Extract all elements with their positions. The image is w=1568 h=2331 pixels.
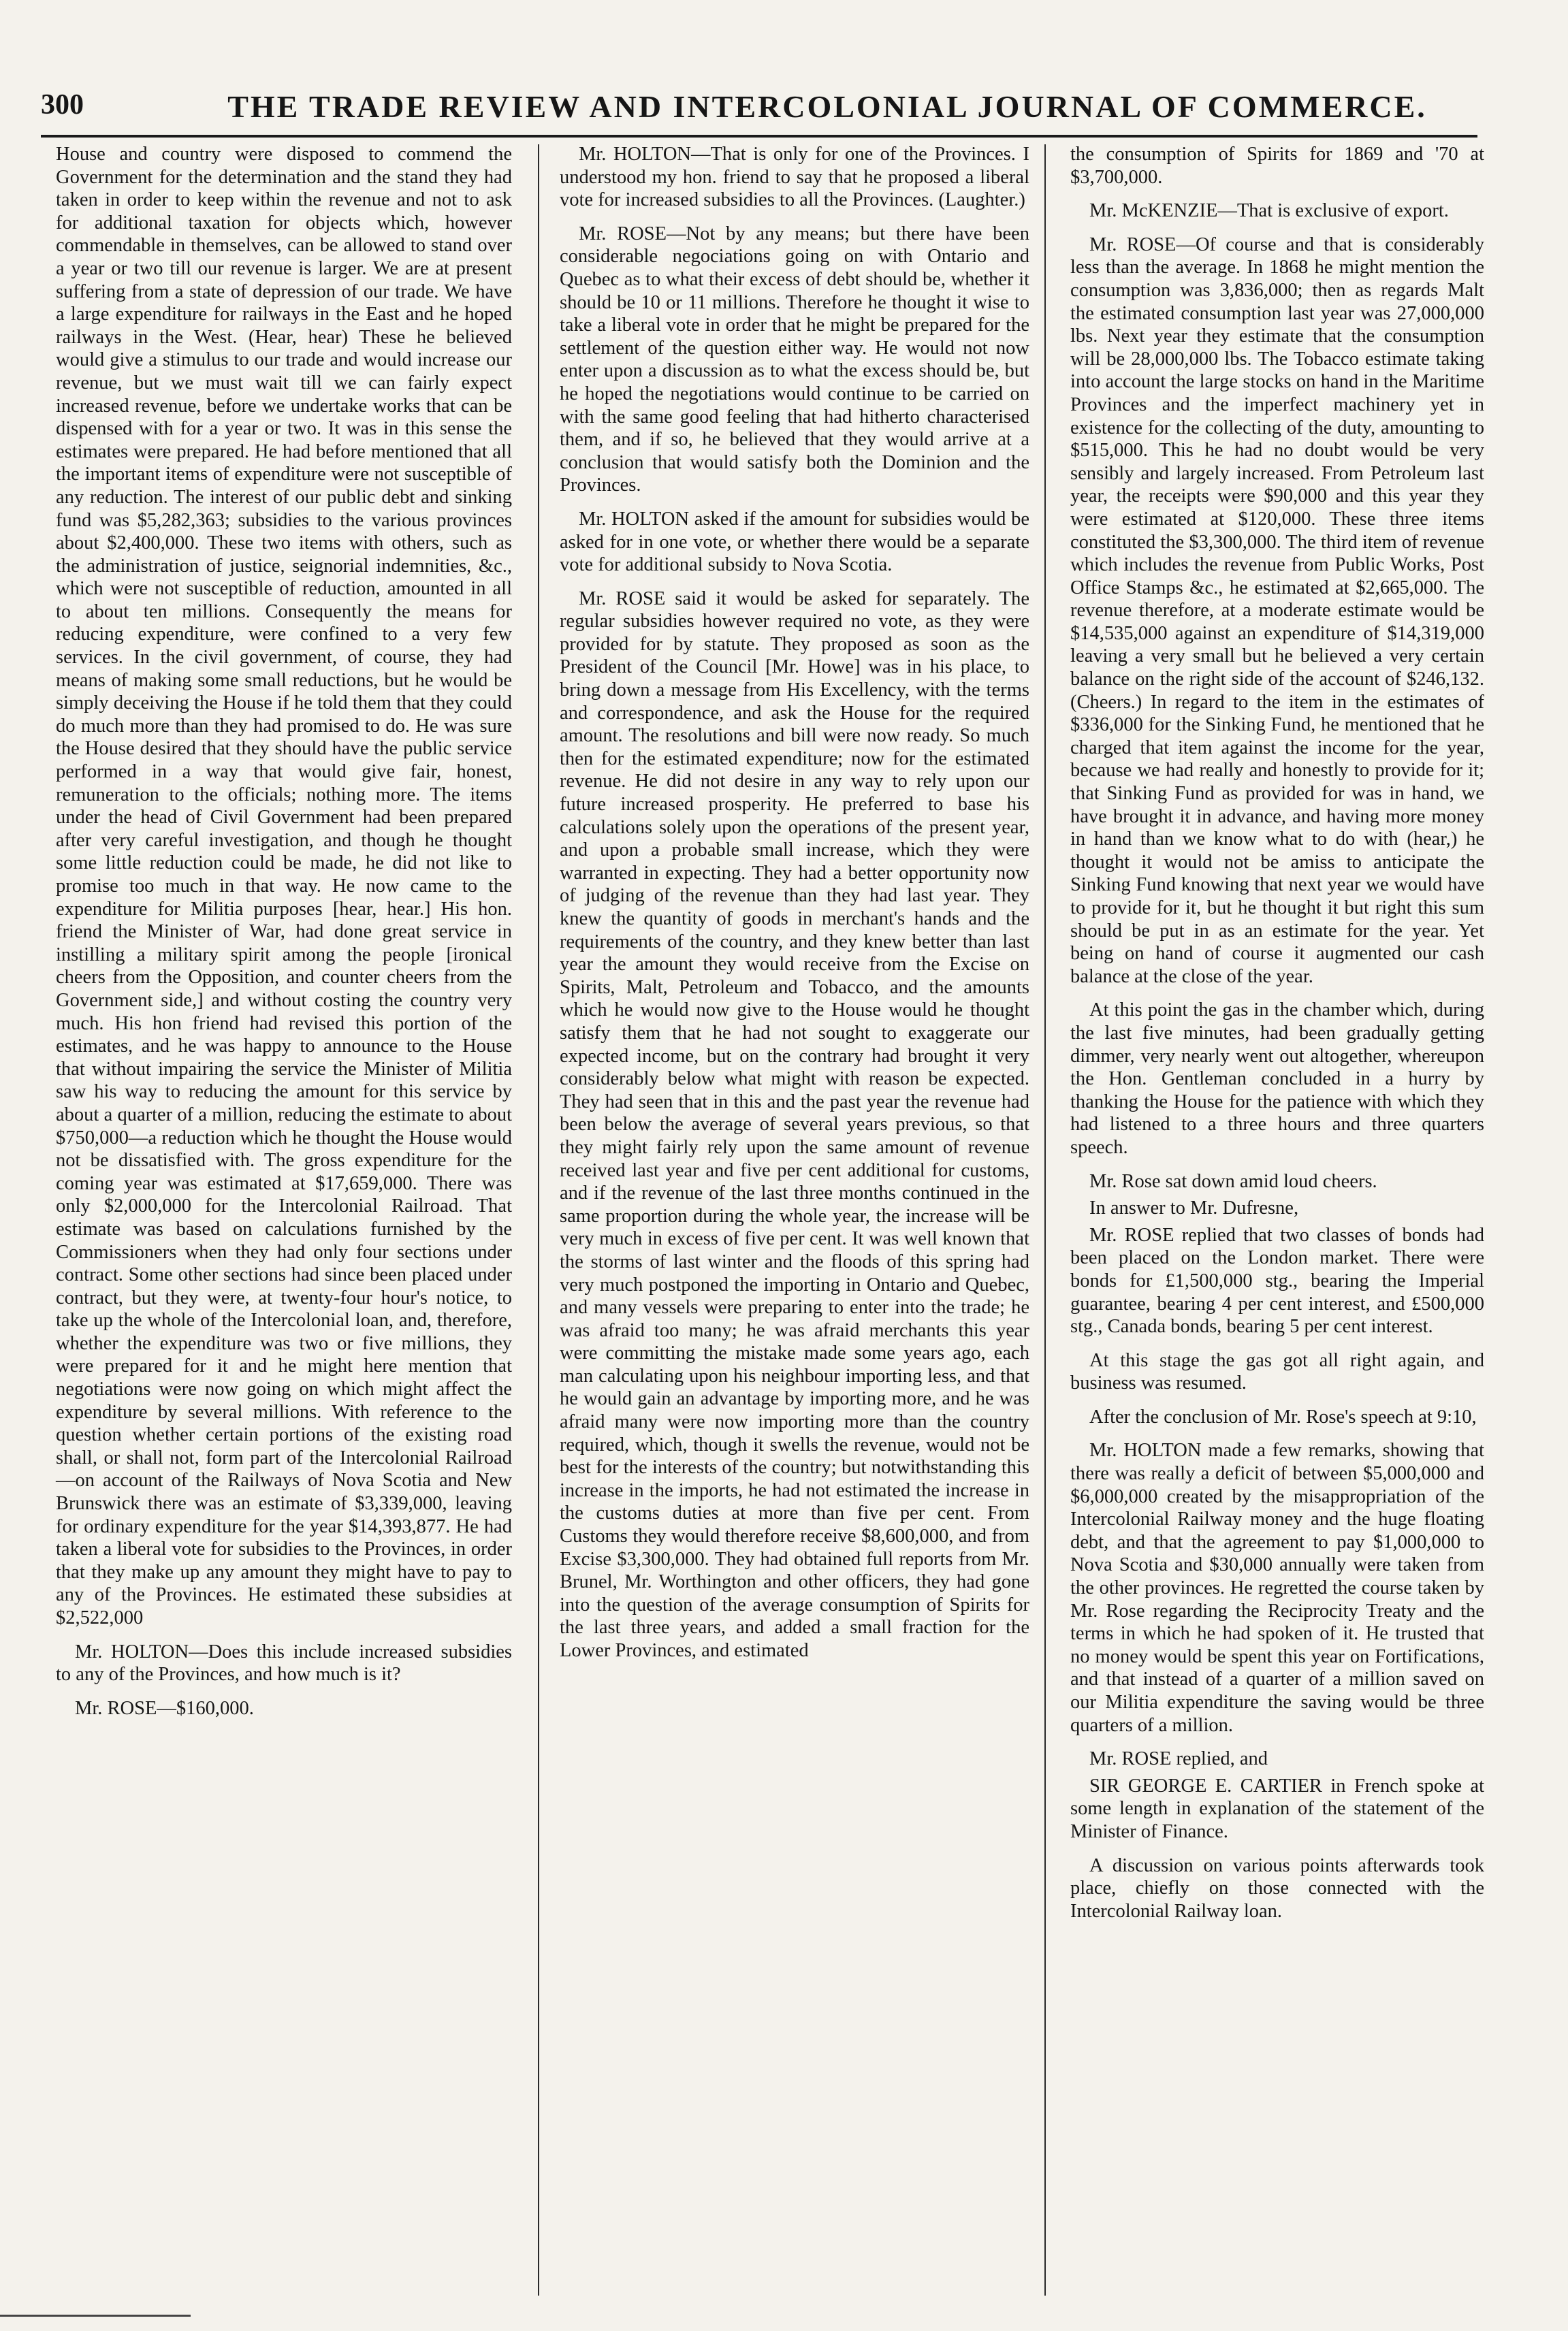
paragraph: Mr. ROSE—Of course and that is considerably less than the average. In 1868 he might mention the consumption was 3,836,000; then as regards Malt the estimated consumption last year was 27,000,000 lbs. Next year they estimate that the consumption will be 28,000,000 lbs. The Tobacco estimate taking into account the large stocks on hand in the Maritime Provinces and the imperfect machinery yet in existence for the collecting of the duty, amounting to $515,000. This he had no doubt would be very sensibly and largely increased. From Petroleum last year, the receipts were $90,000 and this year they were estimated at $120,000. These three items constituted the $3,300,000. The third item of revenue which includes the revenue from Public Works, Post Office Stamps &c., he estimated at $2,665,000. The revenue therefore, at a moderate estimate would be $14,535,000 against an expenditure of $14,319,000 leaving a very small but he believed a very certain balance on the right side of the account of $246,132. (Cheers.) In regard to the item in the estimates of $336,000 for the Sinking Fund, he mentioned that he charged that item against the income for the year, because we had really and honestly to provide for it; that Sinking Fund as provided for was in hand, we have brought it in advance, and having more money in hand than we know what to do with (hear,) he thought it would not be amiss to anticipate the Sinking Fund knowing that next year we would have to provide for it, but he thought it but right this sum should be put in as an estimate for the year. Yet being on hand of course it augmented our cash balance at the close of the year. bbox=[1070, 234, 1484, 987]
page-header bbox=[41, 84, 1477, 133]
page-number: 300 bbox=[41, 89, 84, 120]
paragraph: In answer to Mr. Dufresne, bbox=[1089, 1197, 1299, 1219]
paragraph: A discussion on various points afterwards took place, chiefly on those connected with the Intercolonial Railway loan. bbox=[1070, 1854, 1484, 1922]
paragraph: Mr. ROSE—$160,000. bbox=[75, 1697, 254, 1719]
paragraph: At this stage the gas got all right again, and business was resumed. bbox=[1070, 1349, 1484, 1394]
paragraph: Mr. ROSE said it would be asked for separately. The regular subsidies however required no vote, as they were provided for by statute. They proposed as soon as the President of the Council [Mr. Howe] was in his place, to bring down a message from His Excellency, with the terms and correspondence, and ask the House for the required amount. The resolutions and bill were now ready. So much then for the estimated expenditure; now for the estimated revenue. He did not desire in any way to rely upon our future increased prosperity. He preferred to base his calculations solely upon the operations of the present year, and upon a probable small increase, which they were warranted in expecting. They had a better opportunity now of judging of the revenue than they had last year. They knew the quantity of goods in merchant's hands and the requirements of the country, and they knew better than last year the amount they would receive from the Excise on Spirits, Malt, Petroleum and Tobacco, and the amounts which he would now give to the House would he thought satisfy them that he had not sought to exaggerate our expected income, but on the contrary had brought it very considerably below what might with reason be expected. They had seen that in this and the past year the revenue had been below the average of several years previous, so that they might fairly rely upon the same amount of revenue received last year and five per cent additional for customs, and if the revenue of the last three months continued in the same proportion during the whole year, the increase will be very much in excess of five per cent. It was well known that the storms of last winter and the floods of this spring had very much postponed the importing in Ontario and Quebec, and many vessels were preparing to enter into the trade; he was afraid too many; he was afraid merchants this year were committing the mistake made some years ago, each man calculating upon his neighbour importing less, and that he would gain an advantage by importing more, and he was afraid many were now importing more than the country required, which, though it swells the revenue, would not be best for the interests of the country; but notwithstanding this increase in the imports, he had not estimated the increase in the customs duties at more than five per cent. From Customs they would therefore receive $8,600,000, and from Excise $3,300,000. They had obtained full reports from Mr. Brunel, Mr. Worthington and other officers, they had gone into the question of the average consumption of Spirits for the last three years, and added a small fraction for the Lower Provinces, and estimated bbox=[560, 588, 1029, 1661]
paragraph: House and country were disposed to commend the Government for the determination and the stand they had taken in order to keep within the revenue and not to ask for additional taxation for objects which, however commendable in themselves, can be allowed to stand over a year or two till our revenue is larger. We are at present suffering from a state of depression of our trade. We have a large expenditure for railways in the East and he hoped railways in the West. (Hear, hear) These he believed would give a stimulus to our trade and would increase our revenue, but we must wait till we can fairly expect increased revenue, before we undertake works that can be dispensed with for a year or two. It was in this sense the estimates were prepared. He had before mentioned that all the important items of expenditure were not susceptible of any reduction. The interest of our public debt and sinking fund was $5,282,363; subsidies to the various provinces about $2,400,000. These two items with others, such as the administration of justice, seignorial indemnities, &c., which were not susceptible of reduction, amounted in all to about ten millions. Consequently the means for reducing expenditure, were confined to a very few services. In the civil government, of course, they had means of making some small reductions, but he would be simply deceiving the House if he told them that they could do much more than they had promised to do. He was sure the House desired that they should have the public service performed in a way that would give fair, honest, remuneration to the officials; nothing more. The items under the head of Civil Government had been prepared after very careful investigation, and though he thought some little reduction could be made, he did not like to promise too much in that way. He now came to the expenditure for Militia purposes [hear, hear.] His hon. friend the Minister of War, had done great service in instilling a military spirit among the people [ironical cheers from the Opposition, and counter cheers from the Government side,] and without costing the country very much. His hon friend had revised this portion of the estimates, and he was happy to announce to the House that without impairing the service the Minister of Militia saw his way to reducing the amount for this service by about a quarter of a million, reducing the estimate to about $750,000—a reduction which he thought the House would not be dissatisfied with. The gross expenditure for the coming year was estimated at $17,659,000. There was only $2,000,000 for the Intercolonial Railroad. That estimate was based on calculations furnished by the Commissioners when they had only four sections under contract. Some other sections had since been placed under contract, but they were, at twenty-four hour's notice, to take up the whole of the Intercolonial loan, and, therefore, whether the expenditure was two or five millions, they were prepared for it and he might here mention that negotiations were now going on which might affect the expenditure by several millions. With reference to the question whether certain portions of the existing road shall, or shall not, form part of the Intercolonial Railroad—on account of the Railways of Nova Scotia and New Brunswick there was an estimate of $3,339,000, leaving for ordinary expenditure for the year $14,393,877. He had taken a liberal vote for subsidies to the Provinces, in order that they make up any amount they might have to pay to any of the Provinces. He estimated these subsidies at $2,522,000 bbox=[56, 144, 512, 1628]
paragraph: At this point the gas in the chamber which, during the last five minutes, had been gradually getting dimmer, very nearly went out altogether, whereupon the Hon. Gentleman concluded in a hurry by thanking the House for the patience with which they had listened to a three hours and three quarters speech. bbox=[1070, 999, 1484, 1158]
paragraph: Mr. HOLTON—That is only for one of the Provinces. I understood my hon. friend to say that he proposed a liberal vote for increased subsidies to all the Provinces. (Laughter.) bbox=[560, 144, 1029, 211]
paragraph: Mr. ROSE replied that two classes of bonds had been placed on the London market. There were bonds for £1,500,000 stg., bearing the Imperial guarantee, bearing 4 per cent interest, and £500,000 stg., Canada bonds, bearing 5 per cent interest. bbox=[1070, 1224, 1484, 1338]
journal-title: THE TRADE REVIEW AND INTERCOLONIAL JOURNAL OF COMMERCE. bbox=[227, 89, 1427, 124]
footer-rule bbox=[0, 2315, 191, 2317]
paragraph: SIR GEORGE E. CARTIER in French spoke at some length in explanation of the statement of the Minister of Finance. bbox=[1070, 1775, 1484, 1842]
column-1 bbox=[56, 143, 512, 1731]
column-divider bbox=[538, 144, 539, 2296]
paragraph: After the conclusion of Mr. Rose's speech at 9:10, bbox=[1089, 1406, 1477, 1428]
paragraph: Mr. HOLTON asked if the amount for subsidies would be asked for in one vote, or whether there would be a separate vote for additional subsidy to Nova Scotia. bbox=[560, 508, 1029, 576]
paragraph: the consumption of Spirits for 1869 and '70 at $3,700,000. bbox=[1070, 144, 1484, 188]
paragraph: Mr. McKENZIE—That is exclusive of export. bbox=[1089, 200, 1449, 222]
paragraph: Mr. ROSE—Not by any means; but there have been considerable negociations going on with Ontario and Quebec as to what their excess of debt should be, whether it should be 10 or 11 millions. Therefore he thought it wise to take a liberal vote in order that he might be prepared for the settlement of the question either way. He would not now enter upon a discussion as to what the excess should be, but he hoped the negotiations would continue to be carried on with the same good feeling that had hitherto characterised them, and if so, he believed that they would arrive at a conclusion that would satisfy both the Dominion and the Provinces. bbox=[560, 223, 1029, 496]
paragraph: Mr. HOLTON made a few remarks, showing that there was really a deficit of between $5,000,000 and $6,000,000 created by the misappropriation of the Intercolonial Railway money and the huge floating debt, and that the agreement to pay $1,000,000 to Nova Scotia and $30,000 annually were taken from the other provinces. He regretted the course taken by Mr. Rose regarding the Reciprocity Treaty and the terms in which he had spoken of it. He trusted that no money would be spent this year on Fortifications, and that instead of a quarter of a million saved on our Militia expenditure the saving would be three quarters of a million. bbox=[1070, 1440, 1484, 1736]
paragraph: Mr. HOLTON—Does this include increased subsidies to any of the Provinces, and how much is it? bbox=[56, 1641, 512, 1686]
paragraph: Mr. Rose sat down amid loud cheers. bbox=[1089, 1170, 1377, 1192]
column-3 bbox=[1070, 143, 1484, 1933]
column-divider bbox=[1044, 144, 1046, 2296]
header-rule bbox=[41, 135, 1477, 138]
column-2 bbox=[560, 143, 1029, 1673]
paragraph: Mr. ROSE replied, and bbox=[1089, 1748, 1268, 1770]
